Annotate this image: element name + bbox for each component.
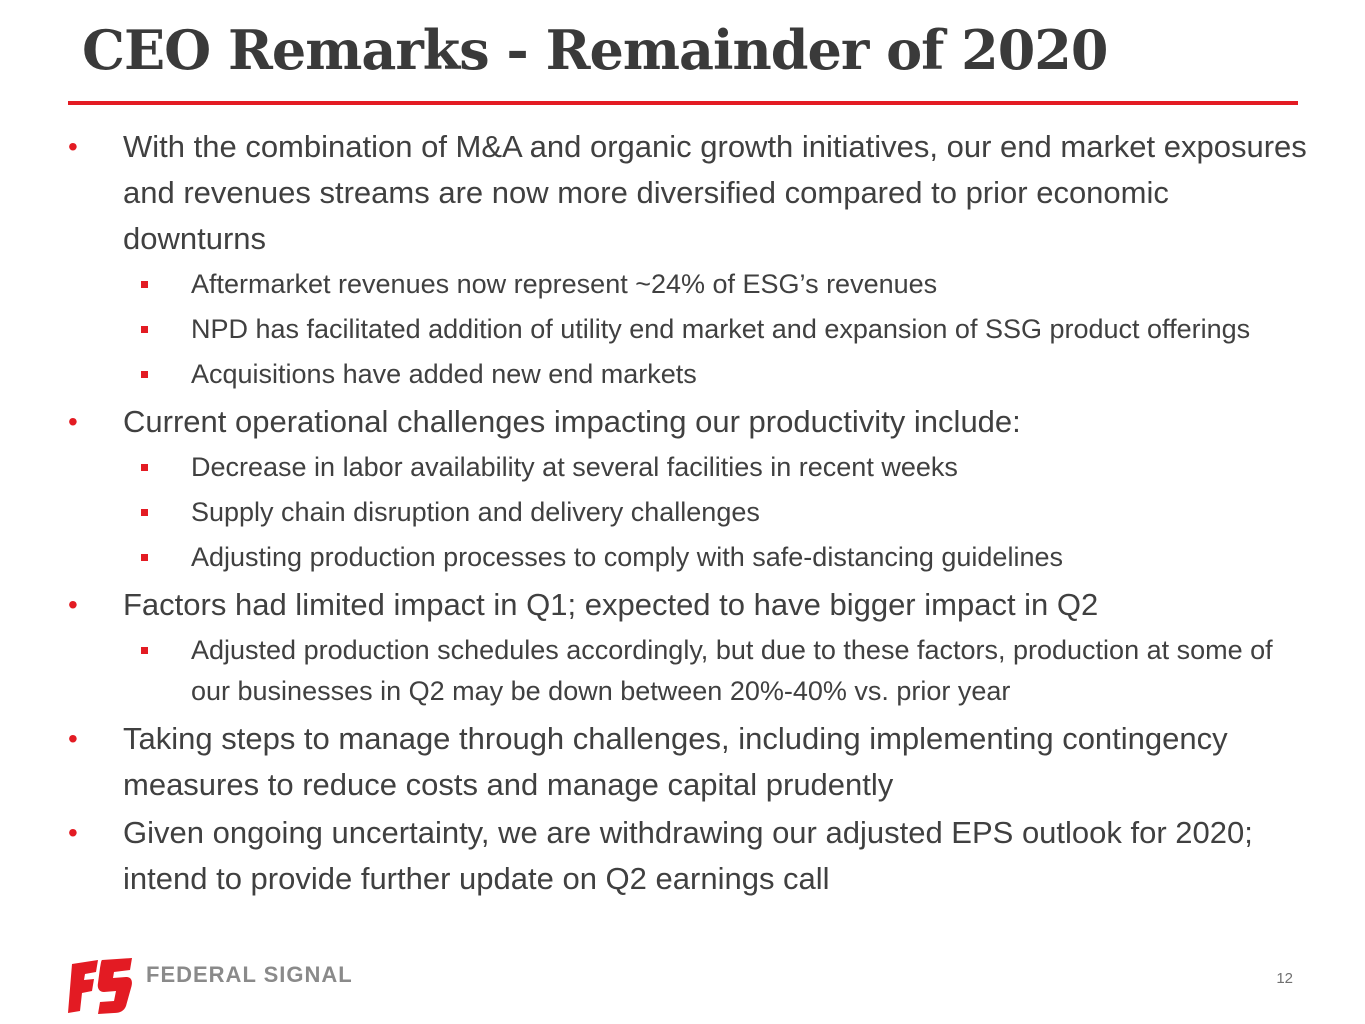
sub-bullet-text: Aftermarket revenues now represent ~24% of ESG’s revenues — [191, 269, 938, 299]
bullet-text: With the combination of M&A and organic growth initiatives, our end market exposures and revenues streams are now more diversified compared to prior economic downturns — [123, 129, 1307, 256]
square-bullet-icon — [141, 647, 148, 654]
bullet-text: Factors had limited impact in Q1; expected to have bigger impact in Q2 — [123, 587, 1099, 622]
bullet-text: Given ongoing uncertainty, we are withdrawing our adjusted EPS outlook for 2020; intend to provide further update on Q2 earnings call — [123, 815, 1253, 896]
sub-bullet-text: NPD has facilitated addition of utility end market and expansion of SSG product offerings — [191, 314, 1251, 344]
sub-bullet — [123, 537, 1308, 578]
sub-bullet-text: Adjusted production schedules accordingly, but due to these factors, production at some of our businesses in Q2 may be down between 20%-40% vs. prior year — [191, 635, 1273, 706]
square-bullet-icon — [141, 464, 148, 471]
page-number: 12 — [1276, 970, 1293, 987]
sub-bullet — [123, 309, 1308, 350]
square-bullet-icon — [141, 371, 148, 378]
square-bullet-icon — [141, 281, 148, 288]
sub-bullet-text: Supply chain disruption and delivery challenges — [191, 497, 760, 527]
slide-title: CEO Remarks - Remainder of 2020 — [82, 18, 1108, 82]
square-bullet-icon — [141, 509, 148, 516]
bullet-dot-icon: • — [68, 723, 78, 754]
square-bullet-icon — [141, 326, 148, 333]
sub-bullet — [123, 630, 1308, 712]
content-body — [68, 124, 1308, 904]
bullet-dot-icon: • — [68, 589, 78, 620]
sub-bullet — [123, 447, 1308, 488]
federal-signal-logo — [68, 958, 368, 1014]
sub-bullet-text: Acquisitions have added new end markets — [191, 359, 697, 389]
bullet-text: Current operational challenges impacting our productivity include: — [123, 404, 1021, 439]
bullet-5 — [68, 810, 1308, 902]
sub-bullet-text: Decrease in labor availability at several facilities in recent weeks — [191, 452, 958, 482]
bullet-4 — [68, 716, 1308, 808]
sub-bullet — [123, 354, 1308, 395]
sub-bullet-text: Adjusting production processes to comply with safe-distancing guidelines — [191, 542, 1063, 572]
logo-wordmark: FEDERAL SIGNAL — [146, 962, 353, 987]
bullet-dot-icon: • — [68, 131, 78, 162]
sub-bullet — [123, 264, 1308, 305]
bullet-dot-icon: • — [68, 406, 78, 437]
bullet-dot-icon: • — [68, 817, 78, 848]
bullet-1 — [68, 124, 1308, 262]
square-bullet-icon — [141, 554, 148, 561]
sub-bullet — [123, 492, 1308, 533]
bullet-2 — [68, 399, 1308, 445]
bullet-text: Taking steps to manage through challenges, including implementing contingency measures to reduce costs and manage capital prudently — [123, 721, 1228, 802]
title-underline — [68, 101, 1298, 105]
federal-signal-logo-mark-icon — [68, 958, 134, 1014]
bullet-3 — [68, 582, 1308, 628]
